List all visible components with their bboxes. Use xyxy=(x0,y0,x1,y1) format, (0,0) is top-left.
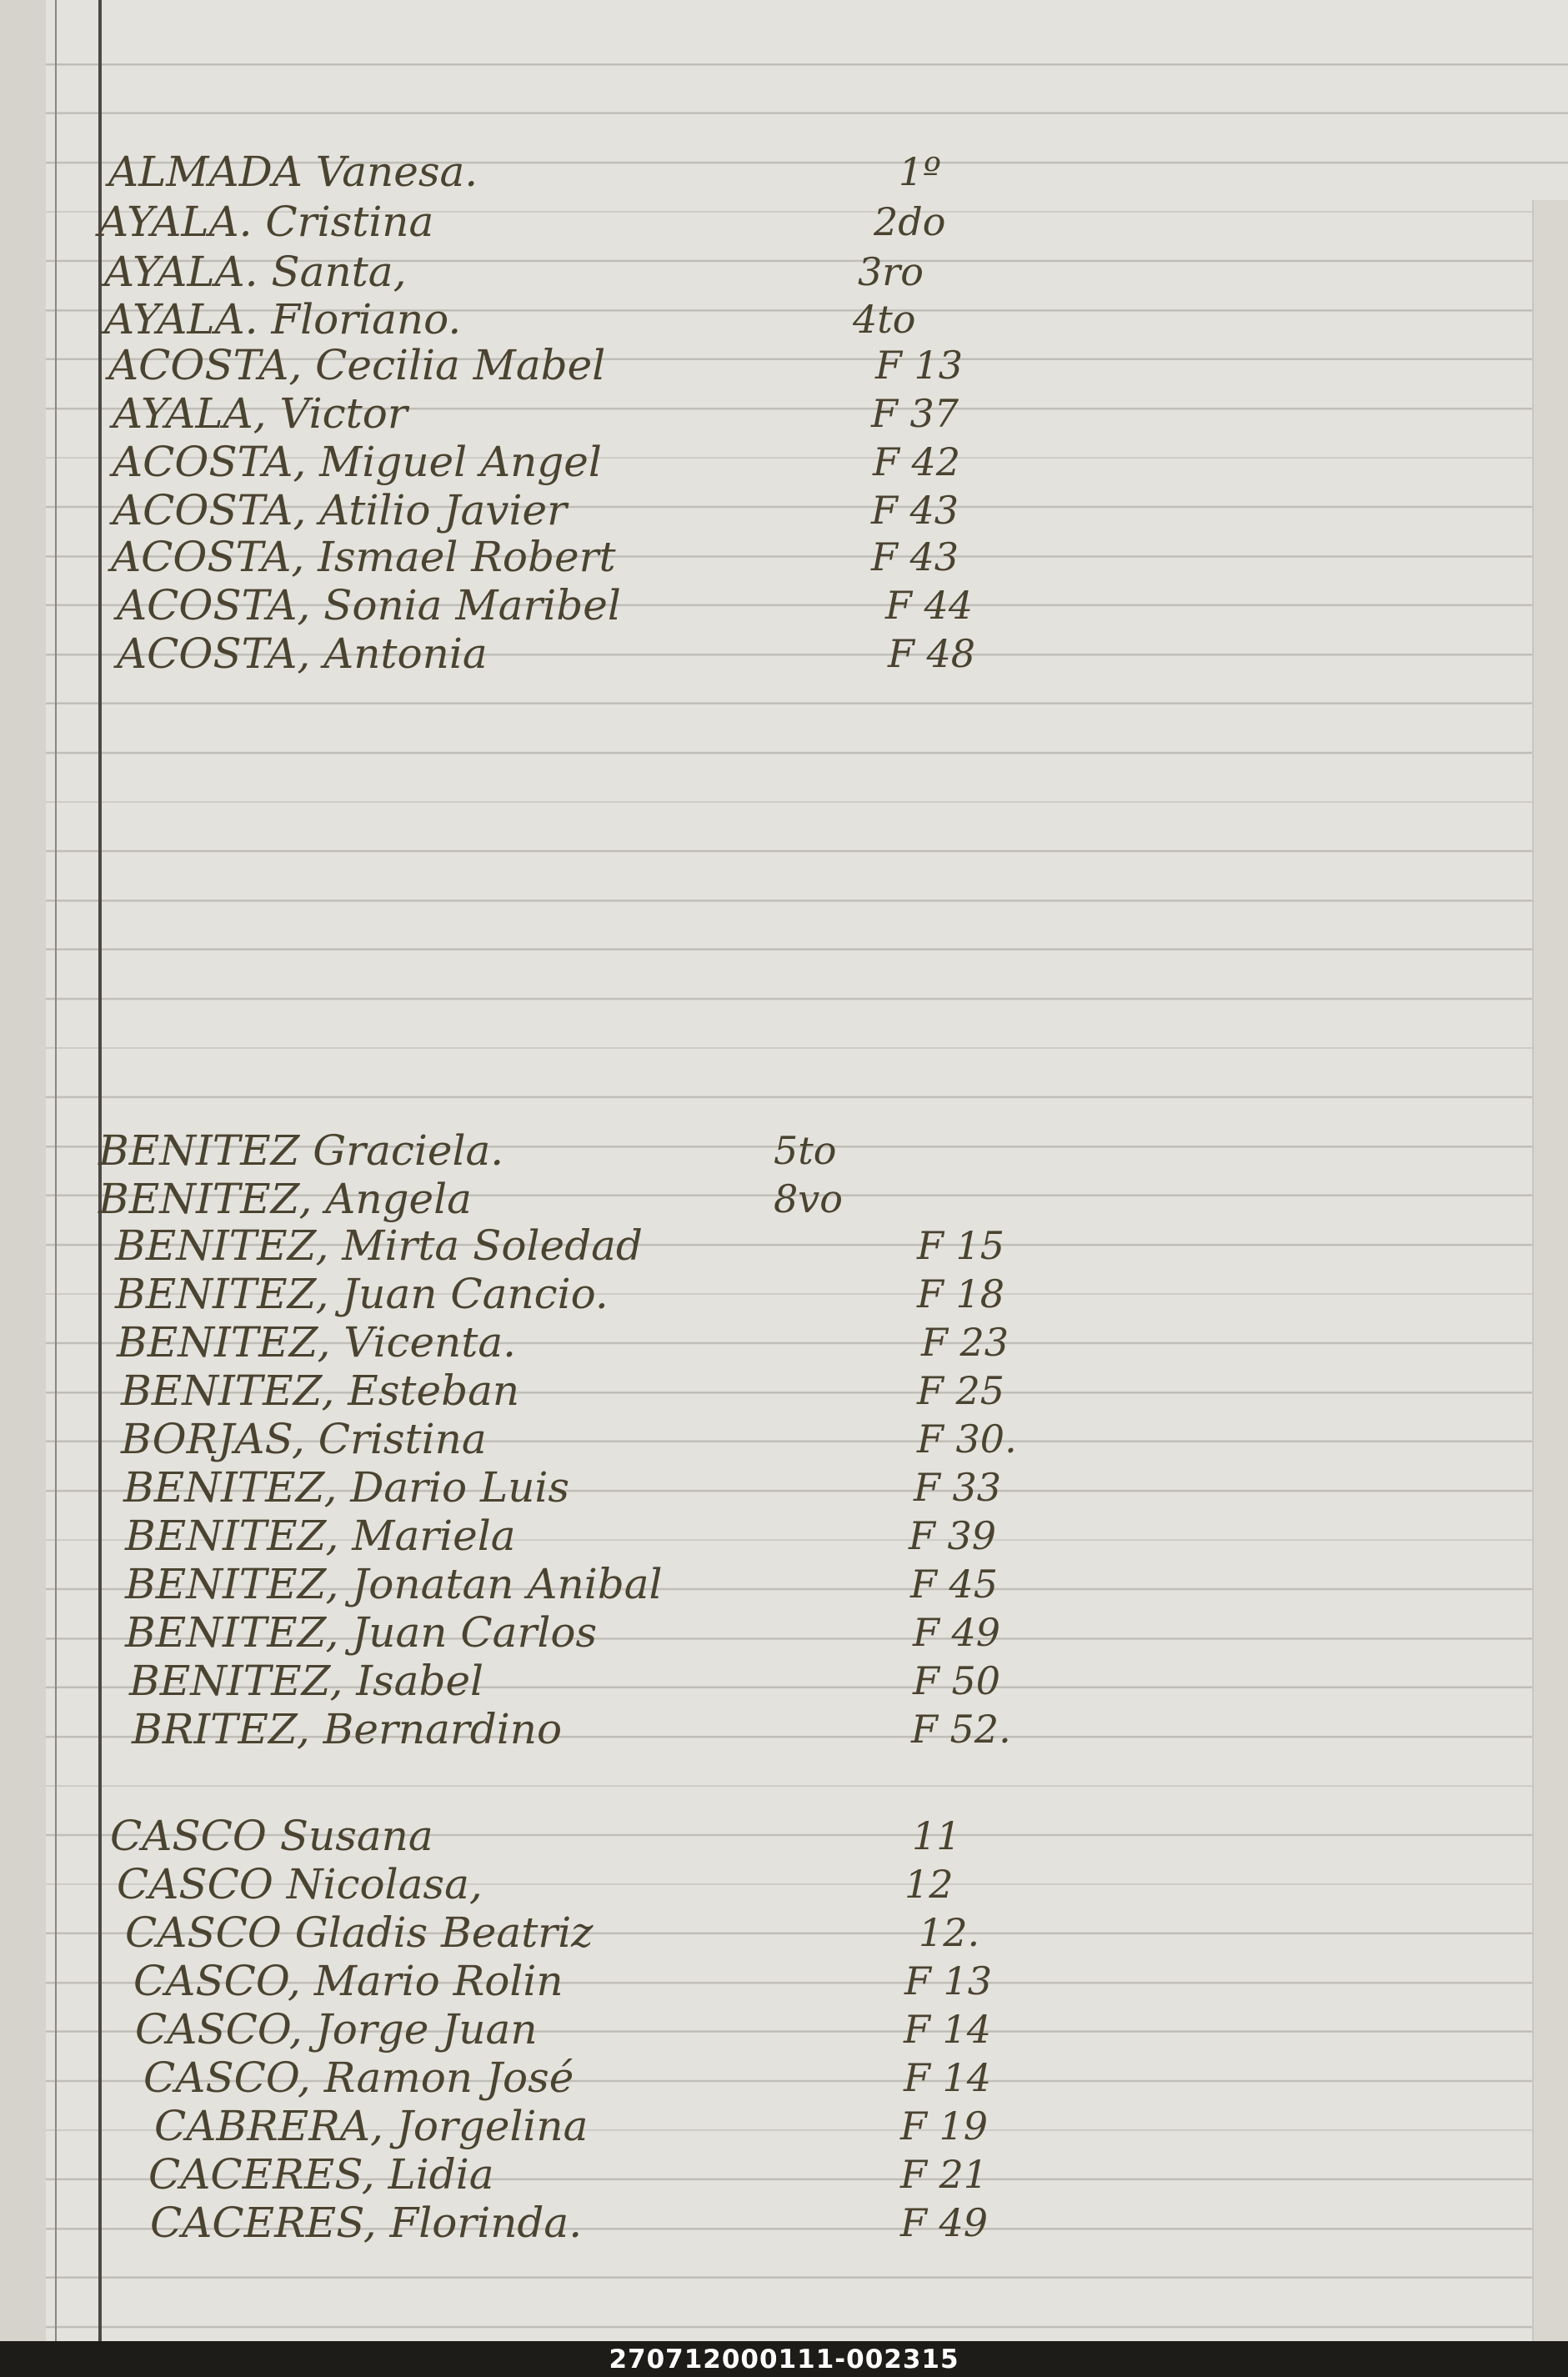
list-item xyxy=(125,1512,1042,1559)
entry-name: CABRERA, Jorgelina xyxy=(154,2102,589,2150)
entry-name: BENITEZ, Mirta Soledad xyxy=(115,1221,643,1270)
entry-number: F 14 xyxy=(904,2007,992,2052)
list-item xyxy=(98,1127,932,1174)
entry-name: BENITEZ, Jonatan Anibal xyxy=(125,1560,663,1608)
entry-name: BENITEZ, Isabel xyxy=(129,1657,484,1705)
entry-name: ACOSTA, Sonia Maribel xyxy=(117,581,621,629)
list-item xyxy=(117,582,1017,629)
entry-number: F 15 xyxy=(917,1223,1005,1268)
entry-name: ACOSTA, Ismael Robert xyxy=(111,533,616,581)
entry-number: F 43 xyxy=(871,488,959,533)
entry-number: 1º xyxy=(899,149,941,194)
entry-name: BENITEZ, Mariela xyxy=(125,1512,516,1560)
entry-name: BENITEZ, Esteban xyxy=(121,1367,520,1415)
entry-name: AYALA. Cristina xyxy=(98,198,434,246)
list-item xyxy=(121,1367,1038,1414)
list-item xyxy=(135,2006,1052,2053)
entry-name: BENITEZ, Dario Luis xyxy=(123,1463,570,1512)
page-right-fold xyxy=(1532,200,1568,2341)
entry-name: CASCO Nicolasa, xyxy=(117,1860,483,1908)
entry-number: 12. xyxy=(919,1910,980,1955)
entry-number: F 23 xyxy=(921,1320,1009,1365)
entry-number: 11 xyxy=(912,1813,961,1858)
entry-name: BRITEZ, Bernardino xyxy=(132,1705,563,1753)
entry-name: CASCO Gladis Beatriz xyxy=(125,1908,594,1957)
entry-number: 12 xyxy=(904,1862,954,1907)
list-item xyxy=(125,1909,1042,1956)
entry-number: F 49 xyxy=(900,2200,989,2245)
entry-number: F 44 xyxy=(885,583,974,628)
entry-number: F 14 xyxy=(904,2055,992,2100)
entry-name: ACOSTA, Miguel Angel xyxy=(113,438,602,486)
list-item xyxy=(117,630,1017,677)
page-left-edge xyxy=(0,0,46,2341)
entry-name: BORJAS, Cristina xyxy=(121,1415,487,1463)
list-item xyxy=(115,1271,1032,1317)
entry-name: BENITEZ, Juan Cancio. xyxy=(115,1270,609,1318)
list-item xyxy=(143,2054,1060,2101)
list-item xyxy=(113,487,1013,534)
list-item xyxy=(117,1319,1034,1366)
entry-name: ACOSTA, Atilio Javier xyxy=(113,486,567,534)
list-item xyxy=(125,1561,1042,1607)
entry-number: F 45 xyxy=(910,1562,999,1607)
list-item xyxy=(132,1706,1049,1753)
entry-number: F 18 xyxy=(917,1271,1005,1316)
entry-number: 3ro xyxy=(858,249,924,294)
entry-name: AYALA, Victor xyxy=(113,389,408,438)
entry-number: 5to xyxy=(774,1128,837,1173)
list-item xyxy=(113,390,1013,437)
entry-number: F 49 xyxy=(913,1610,1001,1655)
entry-name: CASCO, Mario Rolin xyxy=(133,1957,564,2005)
entry-number: F 37 xyxy=(871,391,959,436)
entry-number: F 13 xyxy=(875,343,964,388)
entry-number: 8vo xyxy=(774,1176,843,1221)
entry-name: CASCO, Jorge Juan xyxy=(135,2005,538,2054)
entry-name: AYALA. Floriano. xyxy=(104,295,462,344)
list-item xyxy=(110,1813,1027,1859)
list-item xyxy=(117,1861,1034,1908)
entry-name: CACERES, Florinda. xyxy=(150,2199,583,2247)
margin-line-outer xyxy=(55,0,57,2341)
entry-name: ALMADA Vanesa. xyxy=(108,148,478,196)
list-item xyxy=(121,1416,1038,1462)
entry-number: F 39 xyxy=(909,1513,997,1558)
entry-name: AYALA. Santa, xyxy=(104,248,407,296)
list-item xyxy=(148,2151,1065,2198)
list-item xyxy=(104,296,938,343)
list-item xyxy=(108,342,1009,389)
list-item xyxy=(104,248,938,295)
entry-number: F 52. xyxy=(911,1707,1011,1752)
list-item xyxy=(108,148,942,195)
list-item xyxy=(129,1657,1046,1704)
entry-name: BENITEZ, Vicenta. xyxy=(117,1318,517,1367)
entry-number: F 19 xyxy=(900,2104,989,2149)
entry-name: BENITEZ, Angela xyxy=(98,1175,472,1223)
list-item xyxy=(115,1222,1032,1269)
entry-name: CASCO, Ramon José xyxy=(143,2054,574,2102)
list-item xyxy=(123,1464,1040,1511)
list-item xyxy=(111,534,1011,580)
footer-code: 270712000111-002315 xyxy=(609,2344,959,2374)
entry-number: F 13 xyxy=(904,1958,993,2003)
entry-number: F 25 xyxy=(917,1368,1005,1413)
list-item xyxy=(150,2199,1067,2246)
footer-bar xyxy=(0,2341,1568,2377)
entry-number: F 42 xyxy=(873,439,961,484)
list-item xyxy=(125,1609,1042,1656)
entry-name: ACOSTA, Antonia xyxy=(117,629,488,678)
entry-number: F 30. xyxy=(917,1417,1017,1462)
list-item xyxy=(133,1958,1050,2004)
list-item xyxy=(98,198,946,246)
entry-name: CACERES, Lidia xyxy=(148,2150,494,2199)
entry-number: F 21 xyxy=(900,2152,989,2197)
entry-number: F 33 xyxy=(914,1465,1002,1510)
entry-number: F 43 xyxy=(871,534,959,579)
list-item xyxy=(98,1176,932,1222)
entry-number: F 50 xyxy=(913,1658,1001,1703)
list-item xyxy=(113,439,1013,485)
list-item xyxy=(154,2103,1071,2149)
entry-name: BENITEZ Graciela. xyxy=(98,1126,504,1175)
entry-name: ACOSTA, Cecilia Mabel xyxy=(108,341,606,389)
entry-name: CASCO Susana xyxy=(110,1812,433,1860)
entry-number: F 48 xyxy=(888,631,976,676)
entry-name: BENITEZ, Juan Carlos xyxy=(125,1608,598,1657)
entry-number: 2do xyxy=(874,199,946,244)
entry-number: 4to xyxy=(853,297,916,342)
